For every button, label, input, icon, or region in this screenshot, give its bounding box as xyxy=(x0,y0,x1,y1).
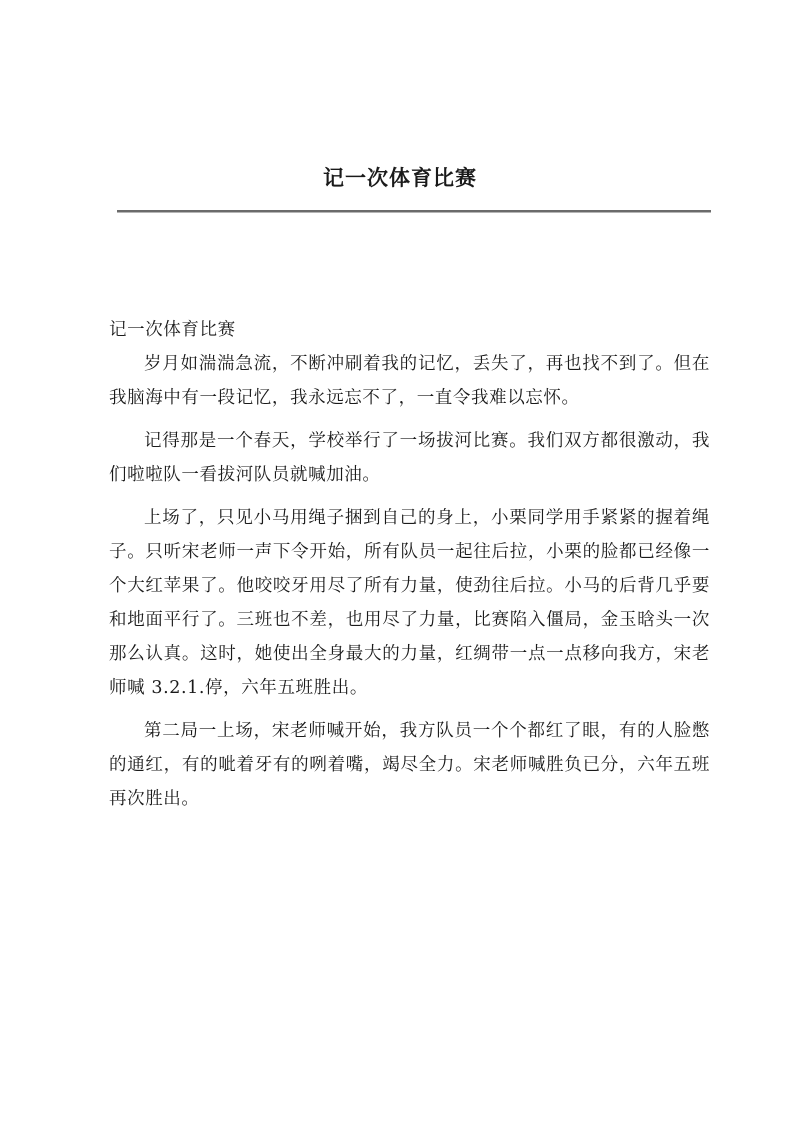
document-body xyxy=(109,313,710,825)
paragraph-4: 第二局一上场，宋老师喊开始，我方队员一个个都红了眼，有的人脸憋的通红，有的呲着牙有的咧着嘴，竭尽全力。宋老师喊胜负已分，六年五班再次胜出。 xyxy=(109,721,710,809)
document-title: 记一次体育比赛 xyxy=(323,165,477,190)
paragraph-2: 记得那是一个春天，学校举行了一场拔河比赛。我们双方都很激动，我们啦啦队一看拔河队员就喊加油。 xyxy=(109,431,710,485)
paragraph-3: 上场了，只见小马用绳子捆到自己的身上，小栗同学用手紧紧的握着绳子。只听宋老师一声下令开始，所有队员一起往后拉，小栗的脸都已经像一个大红苹果了。他咬咬牙用尽了所有力量，使劲往后拉。小马的后背几乎要和地面平行了。三班也不差，也用尽了力量，比赛陷入僵局，金玉晗头一次那么认真。这时，她使出全身最大的力量，红绸带一点一点移向我方，宋老师喊 3.2.1.停，六年五班胜出。 xyxy=(109,508,710,698)
title-divider xyxy=(117,210,711,212)
article-heading: 记一次体育比赛 xyxy=(109,320,236,340)
paragraph-1: 岁月如湍湍急流，不断冲刷着我的记忆，丢失了，再也找不到了。但在我脑海中有一段记忆，我永远忘不了，一直令我难以忘怀。 xyxy=(109,354,710,408)
